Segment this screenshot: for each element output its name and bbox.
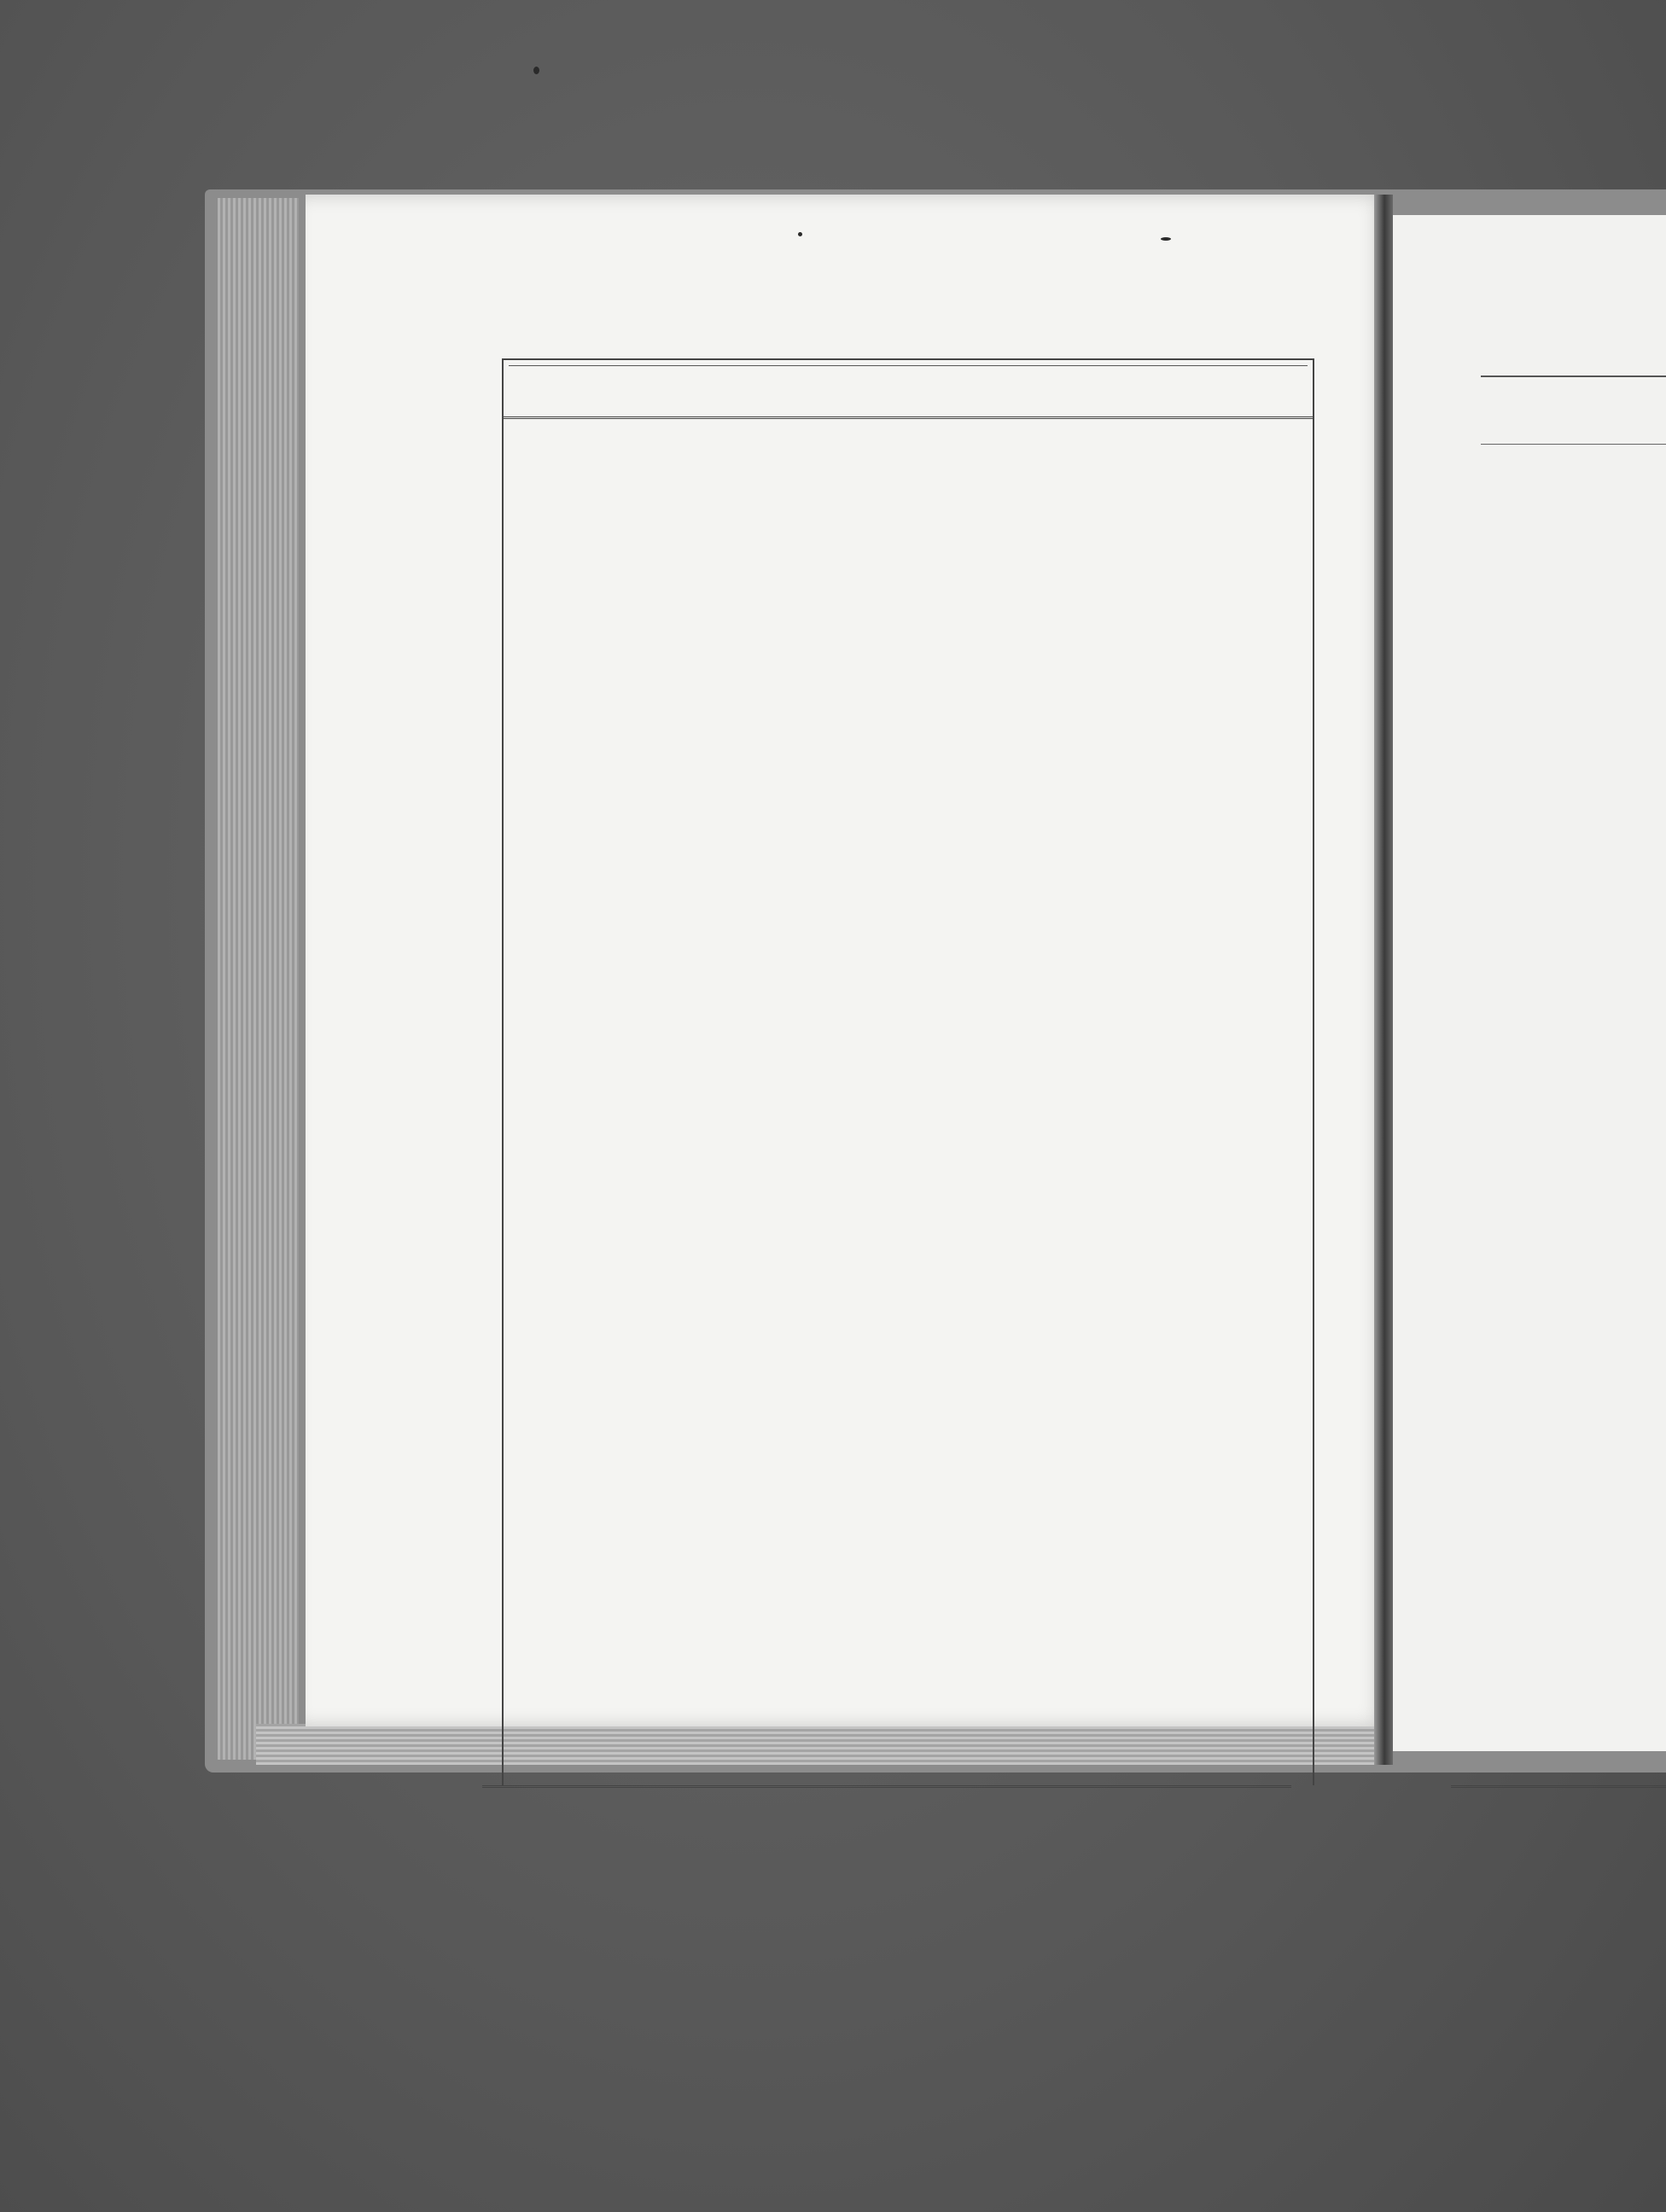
- ad-footer-rule: [482, 1785, 1291, 1788]
- scan-speck: [798, 232, 802, 236]
- scan-speck: [533, 67, 539, 74]
- ad-header-rule: [504, 416, 1313, 419]
- left-page-body: [512, 442, 1321, 497]
- frame-top-rule: [509, 365, 1308, 366]
- right-page-top-rule: [1481, 375, 1666, 377]
- right-page: [1393, 215, 1666, 1751]
- running-head: [499, 307, 1319, 341]
- page-edges-left: [218, 198, 299, 1760]
- spacer: [512, 442, 1321, 473]
- right-page-footer-rule: [1451, 1785, 1666, 1788]
- advertisement-frame: [502, 358, 1314, 1785]
- right-page-header-rule: [1481, 444, 1666, 445]
- book-gutter: [1374, 195, 1393, 1765]
- scan-speck: [1161, 237, 1171, 241]
